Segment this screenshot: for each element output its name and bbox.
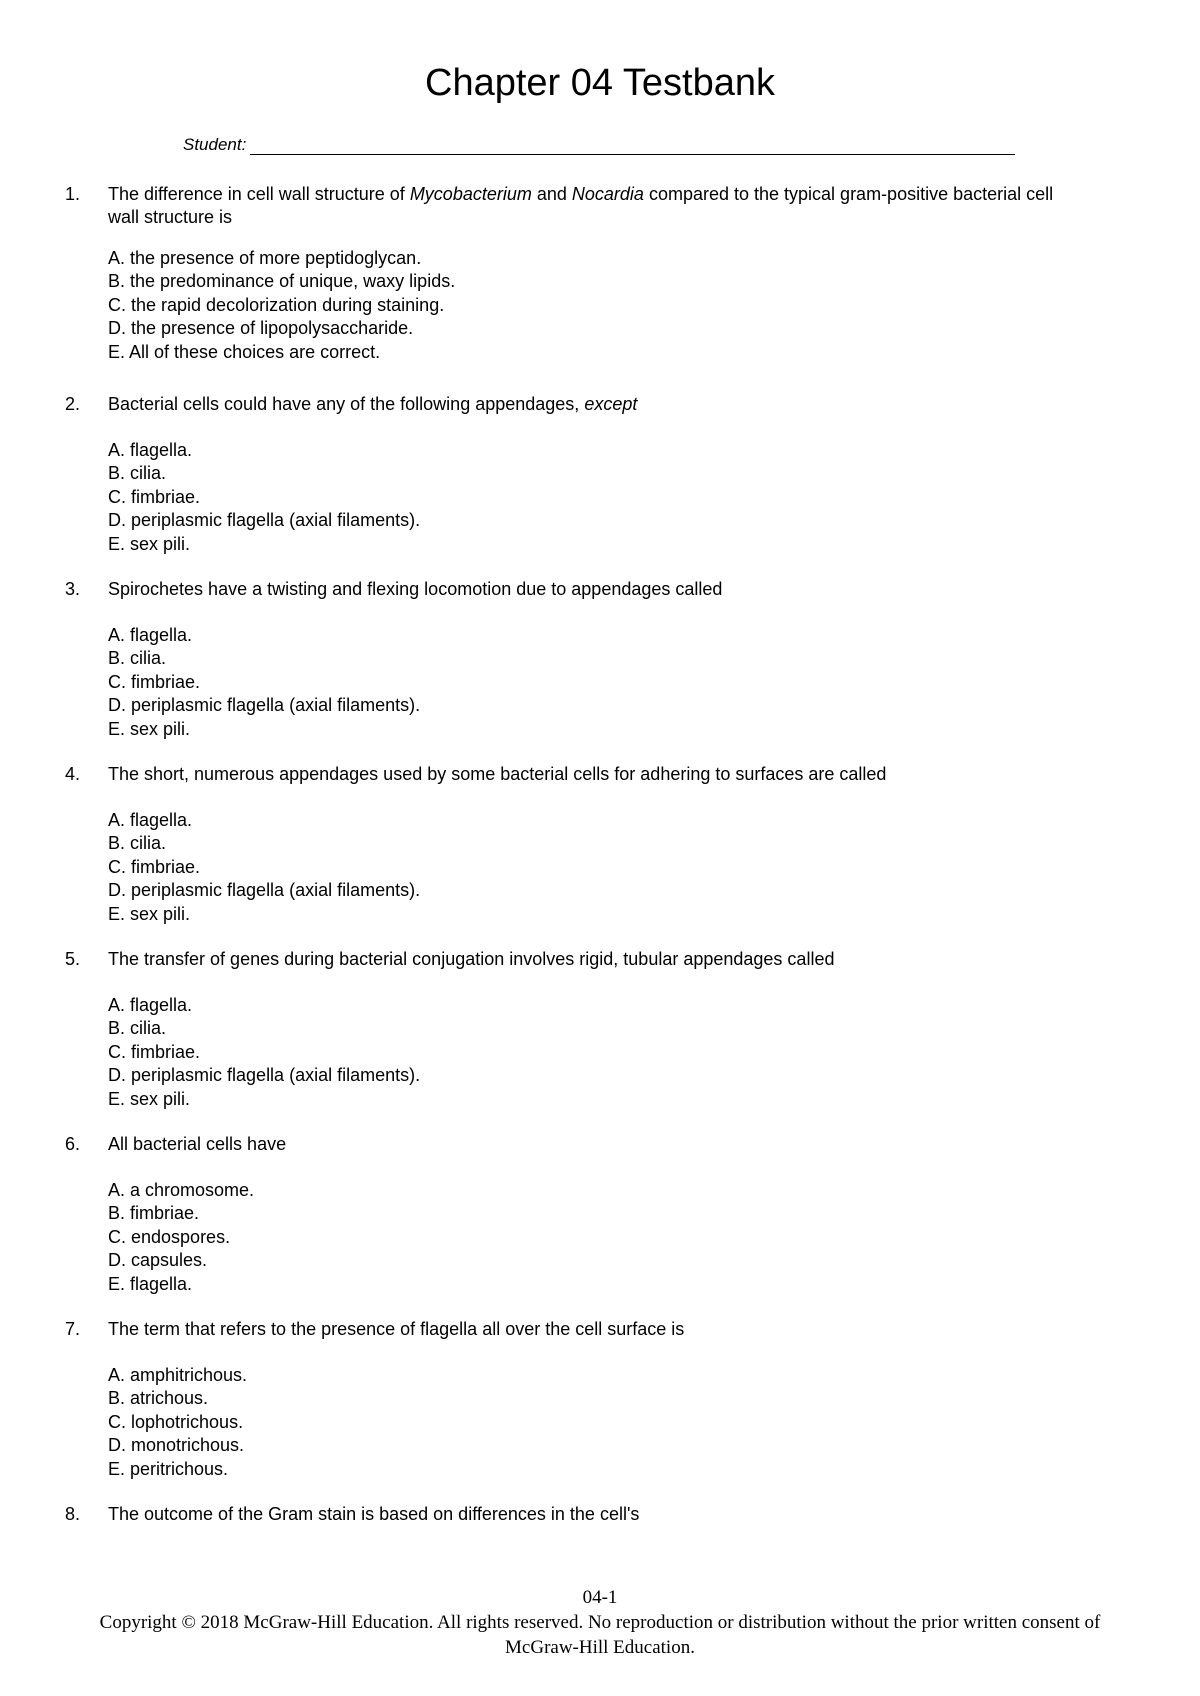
answer-choice[interactable]: C. fimbriae. <box>108 856 201 877</box>
answer-choice[interactable]: C. fimbriae. <box>108 1041 201 1062</box>
stem-text: The transfer of genes during bacterial conjugation involves rigid, tubular appendages called <box>108 949 835 969</box>
answer-choice[interactable]: D. periplasmic flagella (axial filaments). <box>108 510 421 531</box>
answer-choice[interactable]: D. capsules. <box>108 1250 208 1271</box>
answer-choice[interactable]: E. sex pili. <box>108 1088 191 1109</box>
stem-text: compared to the typical gram-positive bacterial cell wall structure is <box>108 184 1054 227</box>
answer-choice[interactable]: E. sex pili. <box>108 533 191 554</box>
answer-choice[interactable]: A. flagella. <box>108 810 193 830</box>
answer-choice[interactable]: C. lophotrichous. <box>108 1411 244 1432</box>
answer-choices <box>108 624 420 741</box>
answer-choices <box>108 1179 254 1296</box>
question-number: 3. <box>65 579 81 599</box>
answer-choice[interactable]: C. fimbriae. <box>108 671 201 692</box>
answer-choice[interactable]: B. the predominance of unique, waxy lipids. <box>108 271 456 292</box>
answer-choice[interactable]: B. cilia. <box>108 463 167 484</box>
answer-choice[interactable]: A. a chromosome. <box>108 1180 255 1200</box>
question-number: 2. <box>65 394 81 414</box>
student-name-field[interactable] <box>183 135 1015 155</box>
answer-choices <box>108 439 420 556</box>
answer-choice[interactable]: C. fimbriae. <box>108 486 201 507</box>
student-label: Student: <box>183 135 247 154</box>
question-stem <box>108 1318 1068 1341</box>
stem-text: The outcome of the Gram stain is based on differences in the cell's <box>108 1504 640 1524</box>
stem-text: The term that refers to the presence of flagella all over the cell surface is <box>108 1319 685 1339</box>
stem-italic-text: except <box>584 394 638 414</box>
answer-choices <box>108 1364 247 1481</box>
answer-choice[interactable]: B. fimbriae. <box>108 1203 200 1224</box>
stem-text: The short, numerous appendages used by some bacterial cells for adhering to surfaces are called <box>108 764 887 784</box>
stem-italic-text: Mycobacterium <box>409 184 532 204</box>
answer-choice[interactable]: E. peritrichous. <box>108 1458 229 1479</box>
question-stem <box>108 948 1068 971</box>
answer-choice[interactable]: A. flagella. <box>108 995 193 1015</box>
answer-choice[interactable]: D. the presence of lipopolysaccharide. <box>108 318 414 339</box>
answer-choice[interactable]: D. periplasmic flagella (axial filaments). <box>108 1065 421 1086</box>
stem-text: All bacterial cells have <box>108 1134 287 1154</box>
question-number: 8. <box>65 1504 81 1524</box>
question-stem <box>108 393 1068 416</box>
page-footer <box>0 1585 1200 1660</box>
answer-choice[interactable]: B. cilia. <box>108 833 167 854</box>
answer-choice[interactable]: D. periplasmic flagella (axial filaments). <box>108 880 421 901</box>
answer-choice[interactable]: A. flagella. <box>108 440 193 460</box>
question-number: 1. <box>65 184 81 204</box>
answer-choices <box>108 247 455 364</box>
answer-choice[interactable]: D. monotrichous. <box>108 1435 245 1456</box>
answer-choice[interactable]: A. amphitrichous. <box>108 1365 248 1385</box>
answer-choice[interactable]: C. the rapid decolorization during staining. <box>108 294 445 315</box>
question-stem <box>108 183 1068 229</box>
stem-italic-text: Nocardia <box>571 184 644 204</box>
stem-text: and <box>531 184 572 204</box>
stem-text: Spirochetes have a twisting and flexing locomotion due to appendages called <box>108 579 723 599</box>
question-number: 7. <box>65 1319 81 1339</box>
question-number: 6. <box>65 1134 81 1154</box>
answer-choice[interactable]: D. periplasmic flagella (axial filaments). <box>108 695 421 716</box>
question-stem <box>108 578 1068 601</box>
question-stem <box>108 1503 1068 1526</box>
question-number: 5. <box>65 949 81 969</box>
answer-choice[interactable]: E. sex pili. <box>108 903 191 924</box>
copyright-notice: Copyright © 2018 McGraw-Hill Education. All rights reserved. No reproduction or distribution without the prior written consent of McGraw-Hill Education. <box>99 1612 1101 1658</box>
answer-choice[interactable]: E. All of these choices are correct. <box>108 341 381 362</box>
question-stem <box>108 1133 1068 1156</box>
question-stem <box>108 763 1068 786</box>
answer-choice[interactable]: A. flagella. <box>108 625 193 645</box>
answer-choice[interactable]: B. cilia. <box>108 648 167 669</box>
answer-choice[interactable]: B. cilia. <box>108 1018 167 1039</box>
stem-text: Bacterial cells could have any of the following appendages, <box>108 394 585 414</box>
answer-choice[interactable]: C. endospores. <box>108 1226 231 1247</box>
answer-choices <box>108 809 420 926</box>
page-title: Chapter 04 Testbank <box>425 62 775 104</box>
question-number: 4. <box>65 764 81 784</box>
answer-choices <box>108 994 420 1111</box>
stem-text: The difference in cell wall structure of <box>108 184 410 204</box>
answer-choice[interactable]: E. flagella. <box>108 1273 193 1294</box>
student-name-line[interactable] <box>250 139 1015 155</box>
page-number: 04-1 <box>582 1587 618 1608</box>
answer-choice[interactable]: E. sex pili. <box>108 718 191 739</box>
answer-choice[interactable]: A. the presence of more peptidoglycan. <box>108 248 422 268</box>
answer-choice[interactable]: B. atrichous. <box>108 1388 209 1409</box>
